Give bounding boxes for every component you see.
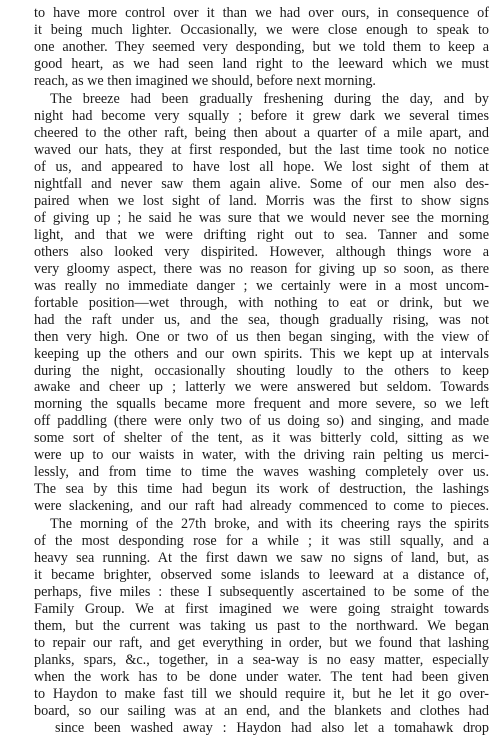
text-line: it became brighter, observed some islands to leeward at a distance of, — [34, 567, 489, 583]
text-line: waved our hats, they at first responded, but the last time took no notice — [34, 142, 489, 158]
text-line: to have more control over it than we had over ours, in consequence of — [34, 5, 489, 21]
text-line: of the most desponding rose for a while ; it was still squally, and a — [34, 533, 489, 549]
text-line: reach, as we then imagined we should, before next morning. — [34, 73, 376, 89]
text-line: were up to our waists in water, with the driving rain pelting us merci- — [34, 447, 489, 463]
text-line: when the work has to be done under water. The tent had been given — [34, 669, 489, 685]
text-line: cheered to the other raft, being then about a quarter of a mile apart, and — [34, 125, 489, 141]
text-line: of giving up ; he said he was sure that we would never see the morning — [34, 210, 489, 226]
text-line: heavy sea running. At the first dawn we saw no signs of land, but, as — [34, 550, 489, 566]
text-line: board, so our sailing was at an end, and the blankets and clothes had — [34, 703, 489, 719]
text-line: awake and cheer up ; latterly we were answered but seldom. Towards — [34, 379, 489, 395]
text-line: nightfall and never saw them again alive. Some of our men also des- — [34, 176, 489, 192]
text-line: planks, spars, &c., together, in a sea-way is no easy matter, especially — [34, 652, 489, 668]
text-line: perhaps, five miles : these I subsequently ascertained to be some of the — [34, 584, 489, 600]
text-line: lessly, and from time to time the waves washing completely over us. — [34, 464, 489, 480]
text-line: very gloomy aspect, there was no reason for giving up so soon, as there — [34, 261, 489, 277]
paragraph-start: The morning of the 27th broke, and with its cheering rays the spirits — [50, 516, 489, 532]
text-line: them, but the current was taking us past to the northward. We began — [34, 618, 489, 634]
text-line: then very high. One or two of us then began singing, with the view of — [34, 329, 489, 345]
text-line: to Haydon to make fast till we should require it, but he let it go over- — [34, 686, 489, 702]
text-line: morning the squalls became more frequent and more severe, so we left — [34, 396, 489, 412]
text-line: fortable position—wet through, with nothing to eat or drink, but we — [34, 295, 489, 311]
text-line: off paddling (there were only two of us doing so) and singing, and made — [34, 413, 489, 429]
text-line: some sort of shelter of the tent, as it was bitterly cold, sitting as we — [34, 430, 489, 446]
text-line: were slackening, and our raft had already commenced to come to pieces. — [34, 498, 489, 514]
paragraph-start: The breeze had been gradually freshening during the day, and by — [50, 91, 489, 107]
text-line: keeping up the others and our own spirits. This we kept up at intervals — [34, 346, 489, 362]
text-line: light, and that we were drifting right out to sea. Tanner and some — [34, 227, 489, 243]
text-line: paired when we lost sight of land. Morris was the first to show signs — [34, 193, 489, 209]
text-line: was really no immediate danger ; we certainly were in a most uncom- — [34, 278, 489, 294]
text-line: since been washed away : Haydon had also let a tomahawk drop — [55, 720, 489, 736]
text-line: The sea by this time had begun its work of destruction, the lashings — [34, 481, 489, 497]
text-line: others also looked very dispirited. However, although things wore a — [34, 244, 489, 260]
text-line: one another. They seemed very desponding, but we told them to keep a — [34, 39, 489, 55]
text-line: during the night, occasionally shouting loudly to the others to keep — [34, 363, 489, 379]
text-line: to repair our raft, and get everything in order, but we found that lashing — [34, 635, 489, 651]
text-line: it being much lighter. Occasionally, we were close enough to speak to — [34, 22, 489, 38]
text-line: Family Group. We at first imagined we were going straight towards — [34, 601, 489, 617]
text-line: good heart, as we had seen land right to the leeward which we must — [34, 56, 489, 72]
text-line: night had become very squally ; before it grew dark we several times — [34, 108, 489, 124]
text-line: of us, and appeared to have lost all hope. We lost sight of them at — [34, 159, 489, 175]
text-line: had the raft under us, and the sea, though gradually rising, was not — [34, 312, 489, 328]
